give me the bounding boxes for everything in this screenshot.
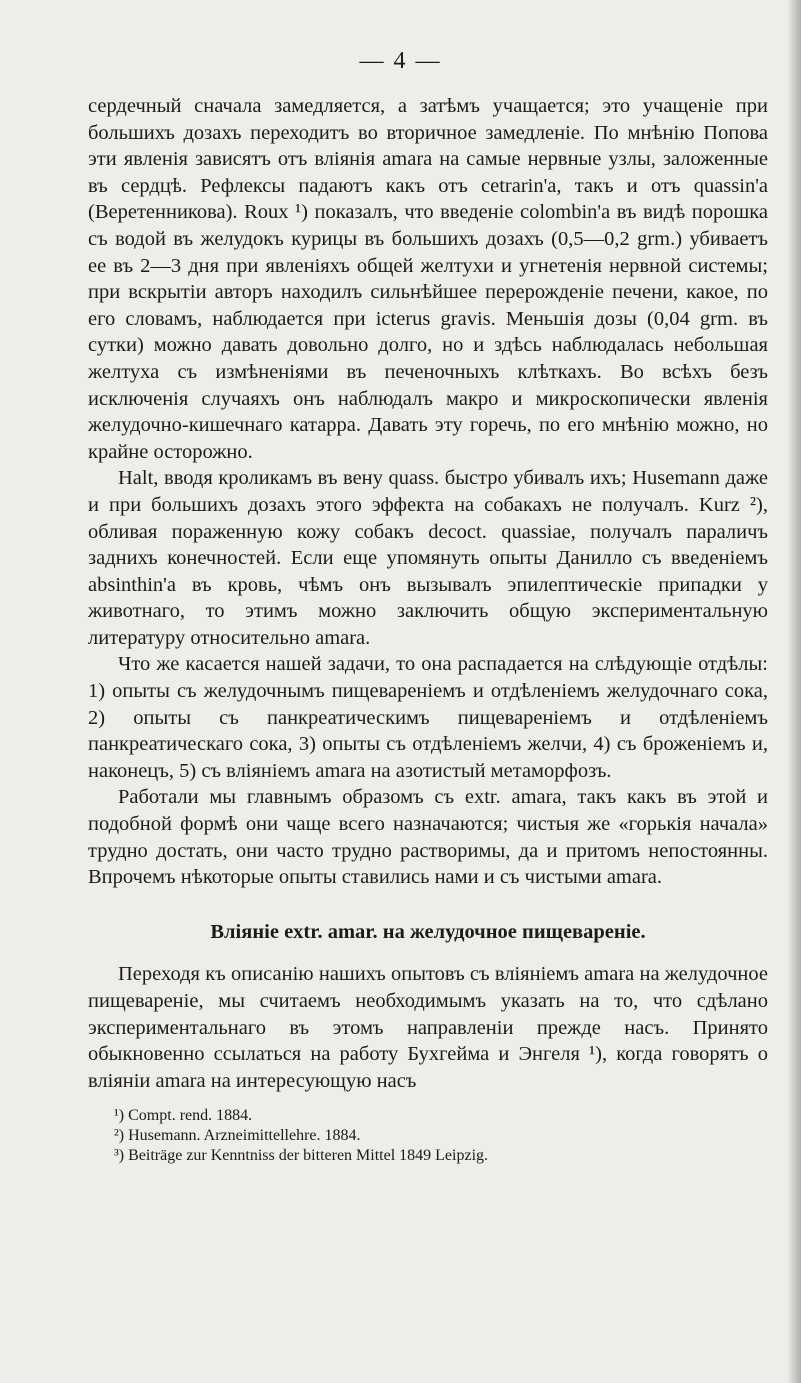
- section-heading: Вліяніе extr. amar. на желудочное пищевареніе.: [210, 920, 646, 943]
- page-number: — 4 —: [359, 48, 442, 74]
- paragraph: Работали мы главнымъ образомъ съ extr. amara, такъ какъ въ этой и подобной формѣ они чаще всего назначаются; чистыя же «горькія начала» трудно достать, они часто трудно растворимы, да и притомъ непостоянны. Впрочемъ нѣкоторые опыты ставились нами и съ чистыми amara.: [88, 786, 768, 889]
- footnote: ¹) Compt. rend. 1884.: [114, 1107, 253, 1125]
- paragraph: Что же касается нашей задачи, то она распадается на слѣдующіе отдѣлы: 1) опыты съ желудочнымъ пищевареніемъ и отдѣленіемъ желудочнаго сока, 2) опыты съ панкреатическимъ пищевареніемъ и отдѣленіемъ панкреатическаго сока, 3) опыты съ отдѣленіемъ желчи, 4) съ броженіемъ и, наконецъ, 5) съ вліяніемъ amara на азотистый метаморфозъ.: [88, 653, 768, 782]
- footnote: ²) Husemann. Arzneimittellehre. 1884.: [114, 1127, 361, 1145]
- footnote: ³) Beiträge zur Kenntniss der bitteren Mittel 1849 Leipzig.: [114, 1147, 489, 1165]
- body-text: [88, 93, 768, 1166]
- page-edge-shadow: [787, 0, 801, 1383]
- footnotes: [88, 1106, 768, 1166]
- paragraph: Переходя къ описанію нашихъ опытовъ съ вліяніемъ amara на желудочное пищевареніе, мы считаемъ необходимымъ указать на то, что сдѣлано экспериментальнаго въ этомъ направленіи прежде насъ. Принято обыкновенно ссылаться на работу Бухгейма и Энгеля ¹), когда говорятъ о вліяніи amara на интересующую насъ: [88, 963, 768, 1092]
- paragraph: Halt, вводя кроликамъ въ вену quass. быстро убивалъ ихъ; Husemann даже и при большихъ дозахъ этого эффекта на собакахъ не получалъ. Kurz ²), обливая пораженную кожу собакъ decoct. quassiae, получалъ параличъ заднихъ конечностей. Если еще упомянуть опыты Данилло съ введеніемъ absinthin'a въ кровь, чѣмъ онъ вызывалъ эпилептическіе припадки у животнаго, то этимъ можно заключить общую экспериментальную литературу относительно amara.: [88, 467, 768, 649]
- paragraph: сердечный сначала замедляется, а затѣмъ учащается; это учащеніе при большихъ дозахъ переходитъ во вторичное замедленіе. По мнѣнію Попова эти явленія зависятъ отъ вліянія amara на самые нервные узлы, заложенные въ сердцѣ. Рефлексы падаютъ какъ отъ cetrarin'a, такъ и отъ quassin'a (Веретенникова). Roux ¹) показалъ, что введеніе colombin'a въ видѣ порошка съ водой въ желудокъ курицы въ большихъ дозахъ (0,5—0,2 grm.) убиваетъ ее въ 2—3 дня при явленіяхъ общей желтухи и угнетенія нервной системы; при вскрытіи авторъ находилъ сильнѣйшее перерожденіе печени, какое, по его словамъ, наблюдается при icterus gravis. Меньшія дозы (0,04 grm. въ сутки) можно давать довольно долго, но и здѣсь наблюдалась небольшая желтуха съ измѣненіями въ печеночныхъ клѣткахъ. Во всѣхъ безъ исключенія случаяхъ онъ наблюдалъ макро и микроскопически явленія желудочно-кишечнаго катарра. Давать эту горечь, по его мнѣнію можно, но крайне осторожно.: [88, 95, 768, 463]
